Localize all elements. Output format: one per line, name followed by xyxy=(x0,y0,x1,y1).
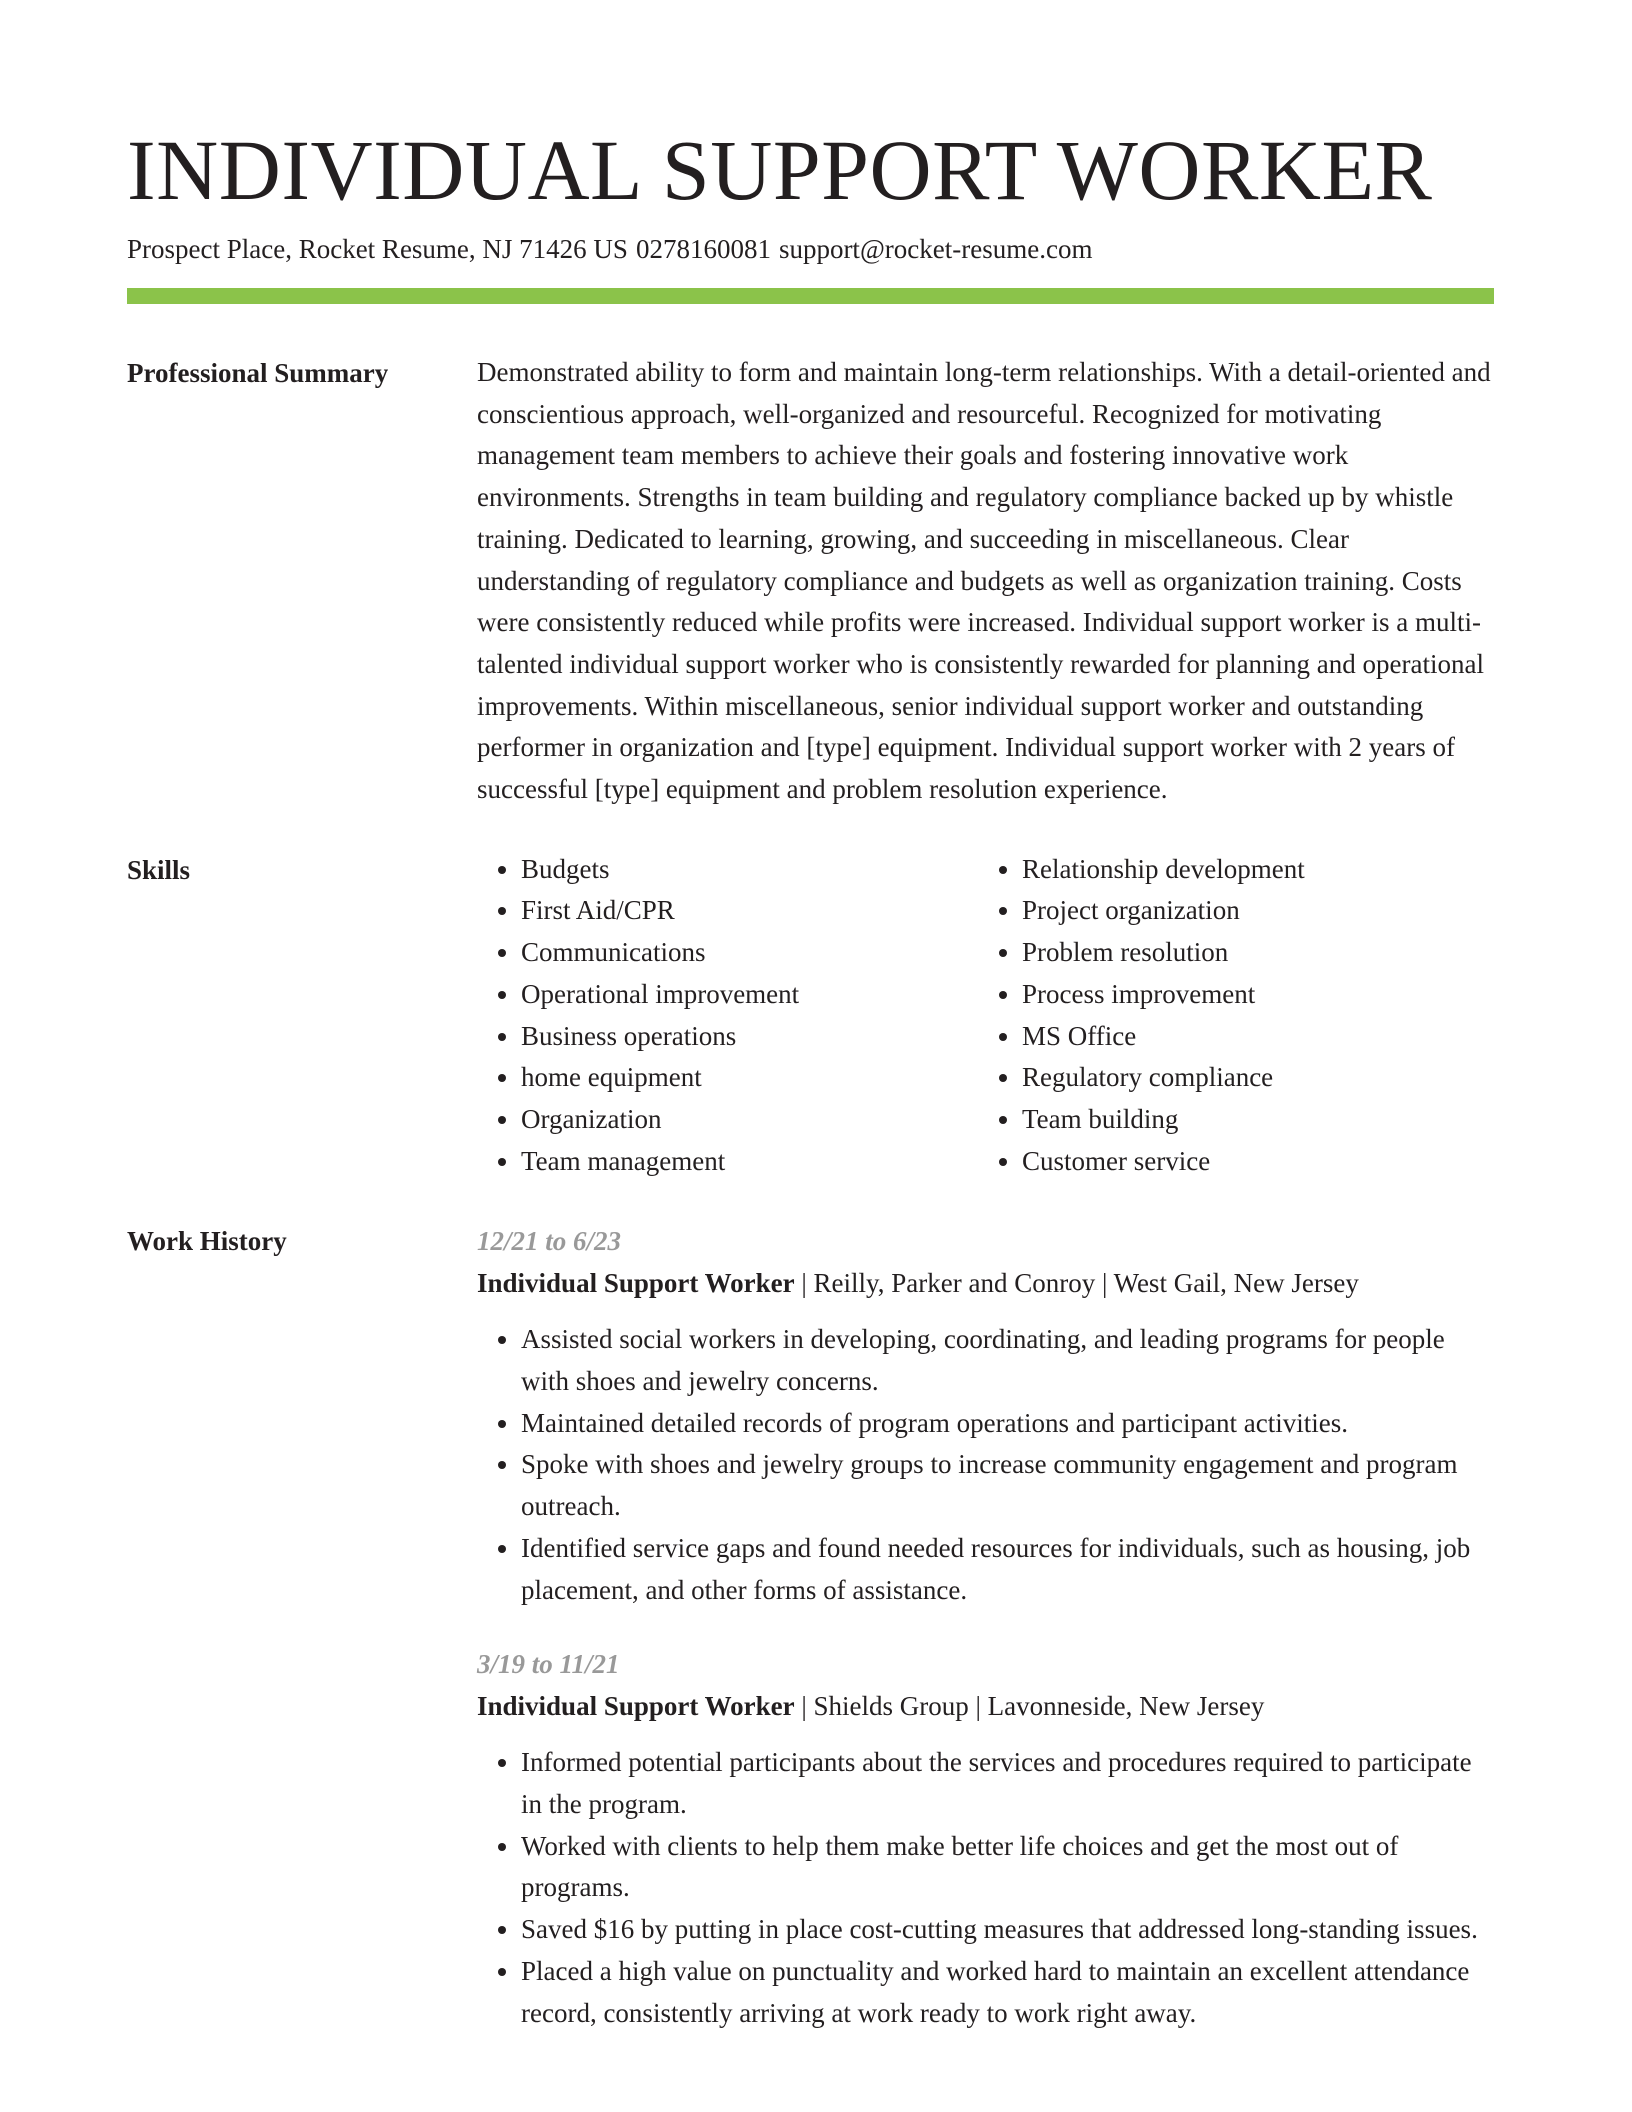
job-dates: 12/21 to 6/23 xyxy=(477,1226,622,1257)
skill-item: • Problem resolution xyxy=(1022,932,1479,974)
resume-name: INDIVIDUAL SUPPORT WORKER xyxy=(127,122,1433,218)
job-entry xyxy=(477,1220,1494,1611)
skill-item: • Regulatory compliance xyxy=(1022,1057,1479,1099)
skill-item: • Team building xyxy=(1022,1099,1479,1141)
summary-text: Demonstrated ability to form and maintain long-term relationships. With a detail-oriented and conscientious approach, well-organized and resourceful. Recognized for motivating management team members to achieve their goals and fostering innovative work environments. Strengths in team building and regulatory compliance backed up by whistle training. Dedicated to learning, growing, and succeeding in miscellaneous. Clear understanding of regulatory compliance and budgets as well as organization training. Costs were consistently reduced while profits were increased. Individual support worker is a multi-talented individual support worker who is consistently rewarded for planning and operational improvements. Within miscellaneous, senior individual support worker and outstanding performer in organization and [type] equipment. Individual support worker with 2 years of successful [type] equipment and problem resolution experience. xyxy=(477,357,1491,805)
skill-item: • Organization xyxy=(521,1099,978,1141)
skill-item: • Business operations xyxy=(521,1016,978,1058)
job-title: Individual Support Worker xyxy=(477,1691,795,1722)
job-bullet: • Assisted social workers in developing, coordinating, and leading programs for people with shoes and jewelry concerns. xyxy=(521,1319,1494,1402)
job-entry xyxy=(477,1643,1494,2034)
skill-item: • Customer service xyxy=(1022,1141,1479,1183)
job-heading xyxy=(477,1262,1494,1304)
skills-heading: Skills xyxy=(127,854,191,885)
skills-body xyxy=(477,849,1494,1183)
skills-section xyxy=(127,849,1494,1183)
work-history-heading: Work History xyxy=(127,1226,287,1257)
skill-item: • Operational improvement xyxy=(521,974,978,1016)
contact-line xyxy=(127,232,1494,266)
contact-email: support@rocket-resume.com xyxy=(778,234,1093,264)
skills-list-right xyxy=(978,849,1479,1183)
summary-heading: Professional Summary xyxy=(127,358,389,388)
job-bullet: • Informed potential participants about the services and procedures required to participate in the program. xyxy=(521,1742,1494,1825)
summary-section xyxy=(127,352,1494,811)
skill-item: • Communications xyxy=(521,932,978,974)
work-history-section xyxy=(127,1220,1494,2034)
job-bullet: • Spoke with shoes and jewelry groups to increase community engagement and program outreach. xyxy=(521,1444,1494,1527)
resume-page xyxy=(127,120,1494,2034)
skill-item: • MS Office xyxy=(1022,1016,1479,1058)
contact-address: Prospect Place, Rocket Resume, NJ 71426 US xyxy=(127,234,628,264)
skill-item: • Relationship development xyxy=(1022,849,1479,891)
contact-phone: 0278160081 xyxy=(635,234,771,264)
job-heading xyxy=(477,1685,1494,1727)
skill-item: • Project organization xyxy=(1022,890,1479,932)
job-bullet: • Saved $16 by putting in place cost-cutting measures that addressed long-standing issues. xyxy=(521,1909,1494,1951)
job-title: Individual Support Worker xyxy=(477,1268,795,1299)
job-employer-location: | Shields Group | Lavonneside, New Jersey xyxy=(794,1691,1265,1722)
job-bullet: • Identified service gaps and found needed resources for individuals, such as housing, job placement, and other forms of assistance. xyxy=(521,1528,1494,1611)
job-bullet: • Worked with clients to help them make better life choices and get the most out of programs. xyxy=(521,1826,1494,1909)
job-bullets xyxy=(477,1742,1494,2034)
job-dates: 3/19 to 11/21 xyxy=(477,1649,620,1680)
summary-body xyxy=(477,352,1494,811)
skill-item: • home equipment xyxy=(521,1057,978,1099)
skill-item: • First Aid/CPR xyxy=(521,890,978,932)
job-employer-location: | Reilly, Parker and Conroy | West Gail, New Jersey xyxy=(794,1268,1359,1299)
skill-item: • Budgets xyxy=(521,849,978,891)
accent-divider xyxy=(127,288,1494,304)
job-bullet: • Placed a high value on punctuality and worked hard to maintain an excellent attendance record, consistently arriving at work ready to work right away. xyxy=(521,1951,1494,2034)
skills-list-left xyxy=(477,849,978,1183)
job-bullet: • Maintained detailed records of program operations and participant activities. xyxy=(521,1403,1494,1445)
skill-item: • Process improvement xyxy=(1022,974,1479,1016)
skill-item: • Team management xyxy=(521,1141,978,1183)
job-bullets xyxy=(477,1319,1494,1611)
work-history-body xyxy=(477,1220,1494,2034)
